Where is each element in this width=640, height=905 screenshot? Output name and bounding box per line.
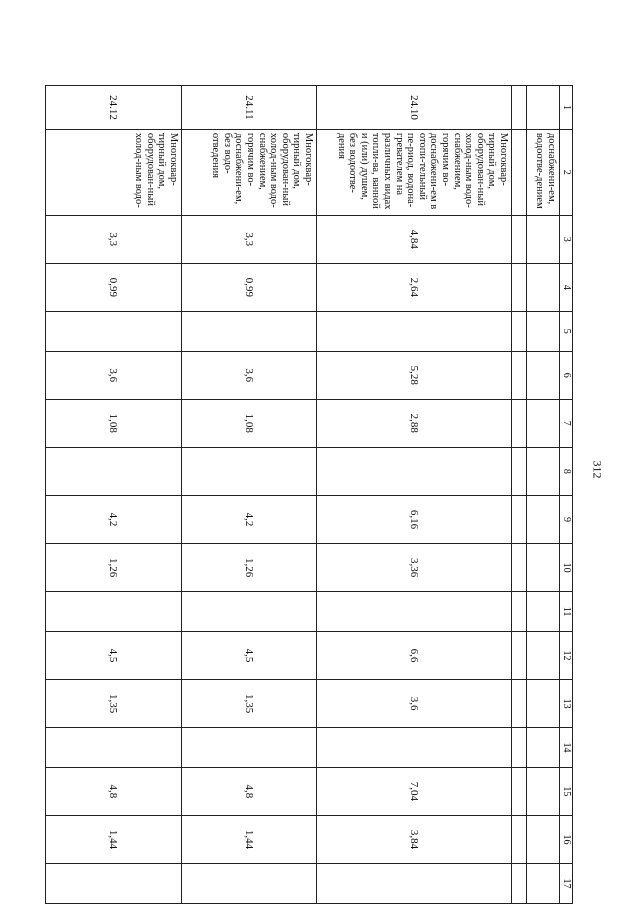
table-cell: 4,84 (317, 215, 512, 263)
table-cell (527, 447, 560, 495)
table-cell (527, 631, 560, 679)
table-cell (317, 728, 512, 768)
rotated-table-wrapper (59, 85, 573, 904)
table-row (182, 86, 317, 904)
table-cell: 3,6 (317, 680, 512, 728)
row-description: доснабжени-ем, водоотве-дением (527, 129, 560, 215)
table-cell: 3,6 (182, 351, 317, 399)
table-cell (527, 728, 560, 768)
table-cell: 1,35 (182, 680, 317, 728)
table-cell (527, 399, 560, 447)
table-cell (512, 864, 527, 904)
column-number: 6 (560, 351, 573, 399)
column-number: 2 (560, 129, 573, 215)
column-number: 17 (560, 864, 573, 904)
column-number: 10 (560, 544, 573, 592)
table-cell (317, 592, 512, 632)
tariff-table (45, 85, 573, 904)
table-row (317, 86, 512, 904)
table-cell: 4,5 (182, 631, 317, 679)
table-cell (46, 728, 182, 768)
table-cell (46, 447, 182, 495)
row-code: 24.11 (182, 86, 317, 130)
table-cell (527, 215, 560, 263)
table-cell (182, 728, 317, 768)
table-cell (512, 728, 527, 768)
table-cell: 4,8 (46, 767, 182, 815)
table-cell (512, 263, 527, 311)
table-cell (512, 399, 527, 447)
table-cell (512, 447, 527, 495)
column-number: 5 (560, 311, 573, 351)
table-cell (512, 351, 527, 399)
table-cell: 7,04 (317, 767, 512, 815)
row-description (512, 129, 527, 215)
table-cell: 6,6 (317, 631, 512, 679)
table-cell (527, 311, 560, 351)
column-number-row (560, 86, 573, 904)
row-description: Многоквар-тирный дом, оборудован-ный холод-ным водо-снабжением, горячим во-доснабжени-ем в отопи-тельный пе-риод, водона-гревателем на различных видах топли-ва, ванной и (или) душем, без водоотве-дения (317, 129, 512, 215)
table-cell (512, 215, 527, 263)
table-cell (512, 815, 527, 863)
table-cell (182, 311, 317, 351)
table-row (46, 86, 182, 904)
table-cell: 1,44 (46, 815, 182, 863)
table-cell: 3,3 (46, 215, 182, 263)
table-cell: 6,16 (317, 495, 512, 543)
table-cell (46, 311, 182, 351)
table-cell (46, 864, 182, 904)
table-cell: 5,28 (317, 351, 512, 399)
table-cell (512, 631, 527, 679)
row-code (527, 86, 560, 130)
table-body (46, 86, 573, 904)
table-cell: 1,26 (46, 544, 182, 592)
table-cell: 3,6 (46, 351, 182, 399)
table-cell: 3,84 (317, 815, 512, 863)
table-row (512, 86, 527, 904)
table-cell (527, 544, 560, 592)
column-number: 9 (560, 495, 573, 543)
column-number: 14 (560, 728, 573, 768)
column-number: 15 (560, 767, 573, 815)
table-cell (512, 311, 527, 351)
table-cell: 0,99 (182, 263, 317, 311)
table-cell: 4,8 (182, 767, 317, 815)
table-cell: 1,08 (46, 399, 182, 447)
table-cell: 1,44 (182, 815, 317, 863)
table-cell (527, 680, 560, 728)
table-cell: 4,5 (46, 631, 182, 679)
column-number: 4 (560, 263, 573, 311)
table-cell: 1,08 (182, 399, 317, 447)
table-cell (182, 447, 317, 495)
table-cell (317, 864, 512, 904)
table-cell (512, 767, 527, 815)
column-number: 11 (560, 592, 573, 632)
row-description: Многоквар-тирный дом, оборудован-ный холод-ным водо- (46, 129, 182, 215)
table-cell: 0,99 (46, 263, 182, 311)
table-row (527, 86, 560, 904)
table-cell (527, 815, 560, 863)
page-number: 312 (590, 460, 605, 479)
table-cell (527, 864, 560, 904)
row-code: 24.12 (46, 86, 182, 130)
column-number: 12 (560, 631, 573, 679)
table-cell (527, 495, 560, 543)
table-cell (512, 592, 527, 632)
column-number: 1 (560, 86, 573, 130)
table-cell: 3,36 (317, 544, 512, 592)
column-number: 16 (560, 815, 573, 863)
table-cell (317, 311, 512, 351)
table-cell: 4,2 (182, 495, 317, 543)
table-cell (512, 495, 527, 543)
table-cell (527, 351, 560, 399)
table-cell (317, 447, 512, 495)
table-cell: 4,2 (46, 495, 182, 543)
table-cell (182, 592, 317, 632)
table-cell: 1,35 (46, 680, 182, 728)
column-number: 3 (560, 215, 573, 263)
column-number: 8 (560, 447, 573, 495)
table-cell (46, 592, 182, 632)
table-cell (527, 263, 560, 311)
column-number: 13 (560, 680, 573, 728)
table-cell (527, 592, 560, 632)
table-cell (512, 680, 527, 728)
table-cell (512, 544, 527, 592)
table-cell (527, 767, 560, 815)
row-description: Многоквар-тирный дом, оборудован-ный холод-ным водо-снабжением, горячим во-доснабжени-ем, без водо-отведения (182, 129, 317, 215)
table-cell: 1,26 (182, 544, 317, 592)
table-cell (182, 864, 317, 904)
column-number: 7 (560, 399, 573, 447)
row-code (512, 86, 527, 130)
table-cell: 2,88 (317, 399, 512, 447)
table-cell: 3,3 (182, 215, 317, 263)
table-cell: 2,64 (317, 263, 512, 311)
row-code: 24.10 (317, 86, 512, 130)
